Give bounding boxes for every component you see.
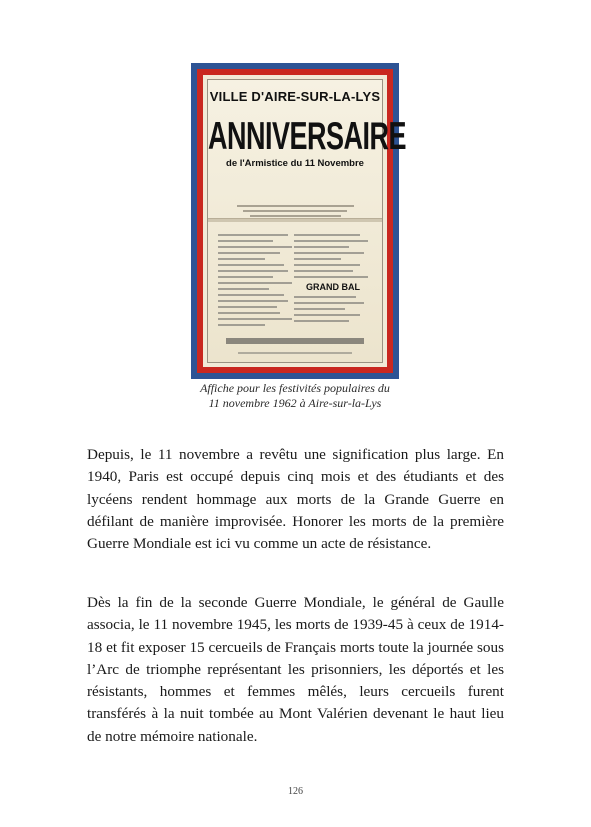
body-paragraph-2: Dès la fin de la seconde Guerre Mondiale, le général de Gaulle associa, le 11 novembre 1945, les morts de 1939-45 à ceux de 1914-18 et fit exposer 15 cercueils de Français morts toute la journée sous l’Arc de triomphe représentant les prisonniers, les déportés et les résistants, hommes et femmes mêlés, leurs cercueils furent transférés à la nuit tombée au Mont Valérien devenant le haut lieu de notre mémoire nationale.	[87, 594, 504, 745]
poster-fold-line	[208, 218, 382, 222]
page-number: 126	[288, 786, 303, 797]
poster-program-left	[218, 230, 296, 330]
poster-subtitle: de l'Armistice du 11 Novembre	[226, 158, 364, 169]
poster-town-name: VILLE D'AIRE-SUR-LA-LYS	[209, 89, 381, 104]
poster-paper	[207, 79, 407, 363]
poster-program-right	[294, 230, 372, 326]
figure-caption	[150, 381, 440, 411]
caption-line-2: 11 novembre 1962 à Aire-sur-la-Lys	[208, 396, 382, 410]
poster-title: ANNIVERSAIRE	[208, 114, 407, 158]
caption-line-1: Affiche pour les festivités populaires du	[200, 381, 390, 395]
poster-grand-bal: GRAND BAL	[306, 282, 360, 292]
poster-footer-band	[226, 338, 364, 344]
poster-printer-line	[238, 352, 352, 354]
body-paragraph-1: Depuis, le 11 novembre a revêtu une signification plus large. En 1940, Paris est occupé depuis cinq mois et des étudiants et des lycéens rendent hommage aux morts de la Grande Guerre en défilant de manière improvisée. Honorer les morts de la première Guerre Mondiale est ici vu comme un acte de résistance.	[87, 446, 504, 553]
armistice-poster-image	[196, 68, 407, 374]
